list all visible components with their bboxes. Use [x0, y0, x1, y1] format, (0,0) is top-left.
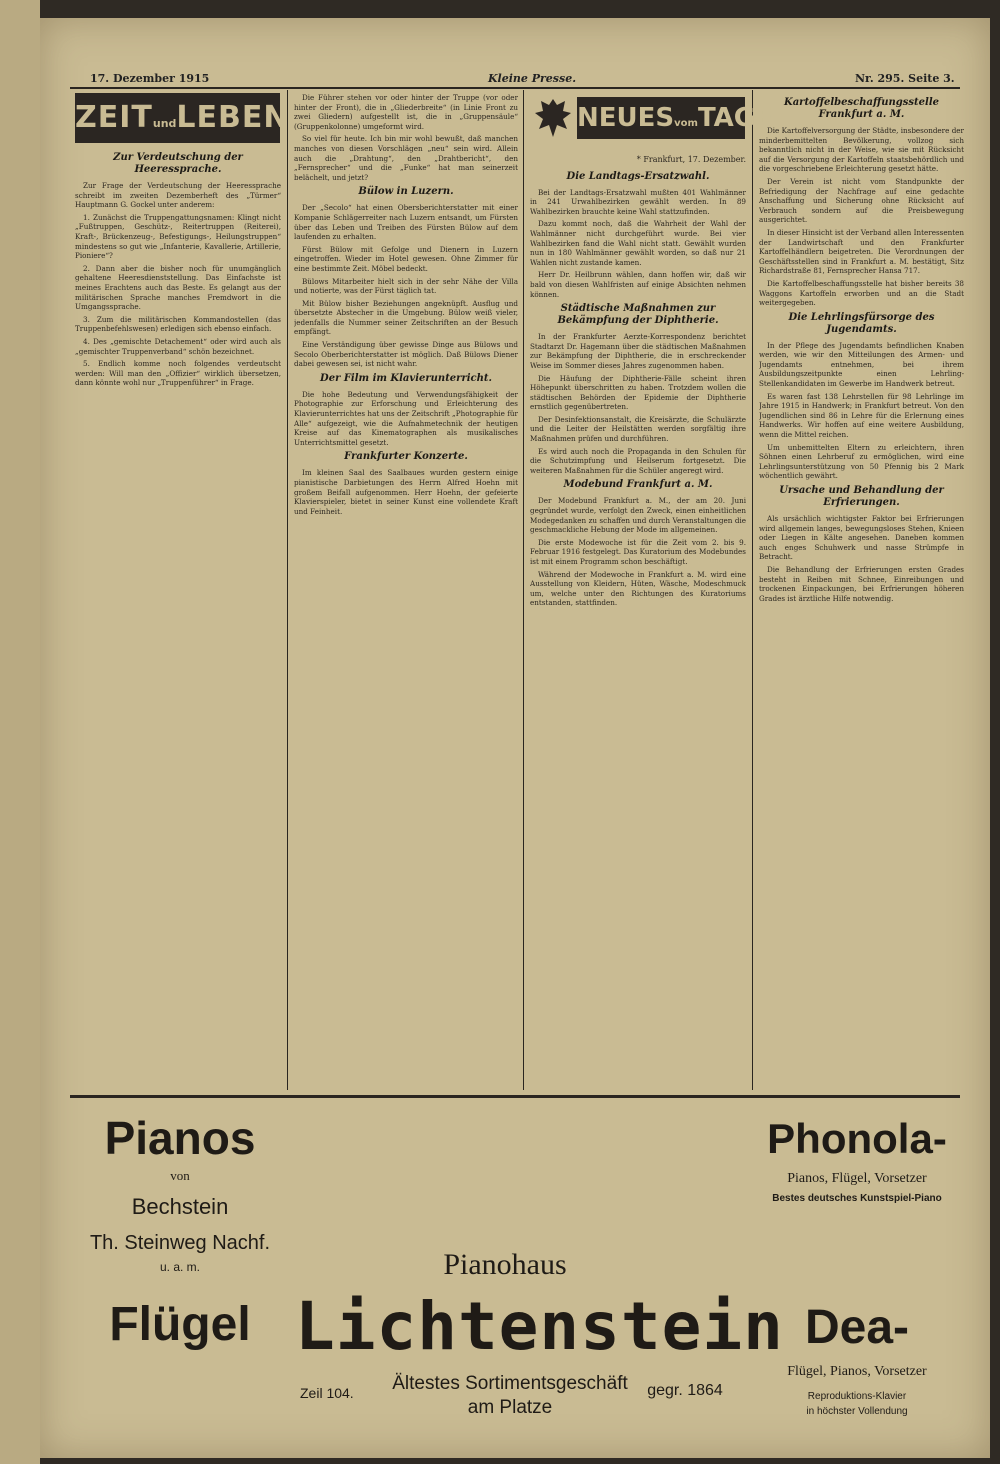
article-paragraph: So viel für heute. Ich bin mir wohl bewußt, daß manchen manches von diesen Vorschlägen „neu“ sein wird. Allein auch die „Drahtung“, den „Drahtbericht“, den „Fernsprecher“ und die „Funke“ hat man seinerzeit belächelt, und jetzt?: [294, 134, 518, 182]
article-paragraph: Die erste Modewoche ist für die Zeit vom 2. bis 9. Februar 1916 festgelegt. Das Kuratorium des Modebundes ist mit einem Programm schon beschäftigt.: [530, 537, 746, 566]
article-paragraph: Mit Bülow bisher Beziehungen angeknüpft. Ausflug und übersetzte Abstecher in die Umgebung. Bülow weiß vieler, jedenfalls die Nummer seiner Zeitschriften an der Besuch empfängt.: [294, 298, 518, 337]
article-paragraph: Der „Secolo“ hat einen Obersberichterstatter mit einer Kompanie Schlägerreiter nach Luzern entsandt, um Fürsten über das Leben und Treiben des Fürsten Bülow auf dem laufenden zu erhalten.: [294, 203, 518, 242]
section-title: Zur Verdeutschung der Heeressprache.: [113, 152, 243, 175]
article-paragraph: Während der Modewoche in Frankfurt a. M. wird eine Ausstellung von Kleidern, Hüten, Wäsche, Modeschmuck um, welche unter den Richtungen des Kuratoriums entstanden, stattfinden.: [530, 569, 746, 608]
header-date: 17. Dezember 1915: [90, 72, 210, 85]
article-paragraph: Die Kartoffelversorgung der Städte, insbesondere der minderbemittelten Bevölkerung, vollzog sich bekanntlich nicht in der Weise, wie sie mit Rücksicht auf die Versorgung der Kartoffeln staatsbehördlich und die vorgeschriebene Erleichterung gesetzt hätte.: [759, 126, 964, 174]
section-title: Die Landtags-Ersatzwahl.: [566, 170, 710, 182]
header-paper-name: Kleine Presse.: [488, 72, 577, 85]
ad-phonola: [752, 1110, 962, 1208]
ad-text: in höchster Vollendung: [806, 1406, 908, 1417]
column-rule: [523, 90, 524, 1090]
ad-text: Reproduktions-Klavier: [807, 1391, 907, 1402]
article-paragraph: Dazu kommt noch, daß die Wahrheit der Wahl der Wahlmänner nicht durchgeführt wurde. Bei vier Wahlbezirken fand die Wahl nicht statt. Gewählt wurden nun in 180 Wahlmänner gewählt worden, so daß nur 21 Wahlen nicht zustande kamen.: [530, 219, 746, 267]
section-title: Bülow in Luzern.: [358, 186, 454, 198]
article-paragraph: Als ursächlich wichtigster Faktor bei Erfrierungen wird allgemein langes, bewegungsloses Stehen, Knieen oder Liegen in Kälte angesehen. Daneben kommen auch enges Schuhwerk und nasse Strümpfe in Betracht.: [759, 514, 964, 562]
article-paragraph: Der Modebund Frankfurt a. M., der am 20. Juni gegründet wurde, verfolgt den Zweck, einen einheitlichen Modegedanken zu schaffen und durch Veranstaltungen die geschmackliche Hebung der Mode im allgemeinen.: [530, 496, 746, 535]
column-rule: [752, 90, 753, 1090]
masthead-neues-vom-tage: NEUESvomTAGE: [577, 97, 745, 139]
article-paragraph: Eine Verständigung über gewisse Dinge aus Bülows und Secolo Oberberichterstatter ist möglich. Daß Bülows Diener dabei gewesen sei, ist nicht wahr.: [294, 340, 518, 369]
ad-lichtenstein: [295, 1245, 784, 1369]
article-paragraph: Bülows Mitarbeiter hielt sich in der sehr Nähe der Villa und notierte, was der Fürst täglich tat.: [294, 276, 518, 296]
ad-tagline: Bestes deutsches Kunstspiel-Piano: [772, 1193, 942, 1204]
article-paragraph: 3. Zum die militärischen Kommandostellen (das Truppenbefehlswesen) erledigen sich ebenso einfach.: [75, 314, 281, 334]
article-paragraph: Fürst Bülow mit Gefolge und Dienern in Luzern eingetroffen. Wieder im Hotel gewesen. Ohne Zimmer für eine bestimmte Zeit. Möbel bedeckt.: [294, 244, 518, 273]
dateline: * Frankfurt, 17. Dezember.: [636, 155, 746, 164]
ad-name: Lichtenstein: [295, 1288, 784, 1365]
ad-slogan: Ältestes Sortimentsgeschäft am Platze: [392, 1373, 628, 1418]
adjacent-page-edge: [0, 0, 40, 1464]
ad-sub: Pianos, Flügel, Vorsetzer: [787, 1171, 927, 1186]
article-paragraph: In der Frankfurter Aerzte-Korrespondenz berichtet Stadtarzt Dr. Hagemann über die städtischen Maßnahmen zur Bekämpfung der Diphtherie, die in erschreckender Weise im Sommer dieses Jahres zugenommen haben.: [530, 332, 746, 370]
article-paragraph: Die Häufung der Diphtherie-Fälle scheint ihren Höhepunkt überschritten zu haben. Trotzdem wollen die städtischen Behörden der Epidemie der Diphtherie ernstlich gegenübertreten.: [530, 373, 746, 412]
ad-address: Zeil 104.: [300, 1385, 354, 1401]
article-paragraph: Im kleinen Saal des Saalbaues wurden gestern einige pianistische Darbietungen des Herrn Alfred Hoehn mit großem Beifall aufgenommen. Herr Hoehn, der gefeierte Klavierspieler, bietet in seiner Kunst eine vollendete Kraft und Feinheit.: [294, 468, 518, 516]
section-title: Die Lehrlingsfürsorge des Jugendamts.: [788, 311, 935, 335]
article-paragraph: 2. Dann aber die bisher noch für unumgänglich gehaltene Heeresdienststellung. Das Einfachste ist meines Erachtens auch das Beste. Es gelangt aus der militärischen Sprache manches Fremdwort in die Umgangssprache.: [75, 263, 281, 312]
header-rule: [70, 87, 960, 89]
article-paragraph: Bei der Landtags-Ersatzwahl mußten 401 Wahlmänner in 241 Urwahlbezirken gewählt werden. In 89 Wahlbezirken brauchte keine Wahl stattzufinden.: [530, 187, 746, 216]
ad-product: Flügel: [109, 1298, 251, 1351]
article-paragraph: Die hohe Bedeutung und Verwendungsfähigkeit der Photographie zur Erforschung und Erleichterung des Klavierunterrichtes hat uns der Zeitschrift „Photographie für Alle“ aufgezeigt, wie die Aufnahmetechnik der heutigen Kreise auf das Kinematographen als musikalisches Unterrichtsmittel gesetzt.: [294, 389, 518, 447]
ad-pianos-left: [75, 1110, 285, 1360]
article-paragraph: In dieser Hinsicht ist der Verband allen Interessenten der Landwirtschaft und den Frankfurter Kartoffelhändlern beigetreten. Die Verordnungen der Geschäftsstellen sind in Frankfurt a. M. bestätigt, Sitz Richardstraße 81, Fernsprecher Hansa 717.: [759, 227, 964, 276]
eagle-icon: [533, 95, 573, 141]
masthead-zeit-und-leben: ZEITundLEBEN: [75, 93, 280, 143]
section-title: Städtische Maßnahmen zur Bekämpfung der Diphtherie.: [557, 303, 719, 327]
ad-text: von: [170, 1168, 190, 1183]
section-title: Modebund Frankfurt a. M.: [563, 479, 713, 491]
ad-sub: Flügel, Pianos, Vorsetzer: [787, 1364, 927, 1379]
ad-rule: [70, 1095, 960, 1098]
header-issue: Nr. 295. Seite 3.: [855, 72, 955, 85]
ad-dea: [752, 1295, 962, 1419]
article-paragraph: Der Desinfektionsanstalt, die Kreisärzte, die Schulärzte und die Leiter der Heilstätten werden sorgfältig ihre Maßnahmen prüfen und durchführen.: [530, 414, 746, 444]
column-rule: [287, 90, 288, 1090]
article-paragraph: Es wird auch noch die Propaganda in den Schulen für die Schutzimpfung und Heilserum fortgesetzt. Die weiteren Maßnahmen für die Schüler angeregt wird.: [530, 446, 746, 475]
article-paragraph: Die Behandlung der Erfrierungen ersten Grades besteht in Reiben mit Schnee, Einreibungen und trockenen Einpackungen, bei Erfrierungen höheren Grades ist ärztliche Hilfe notwendig.: [759, 564, 964, 603]
ad-text: u. a. m.: [159, 1260, 200, 1274]
section-title: Ursache und Behandlung der Erfrierungen.: [779, 485, 944, 508]
ad-brand: Dea-: [804, 1301, 910, 1354]
ad-pre: Pianohaus: [443, 1248, 567, 1281]
article-paragraph: Es waren fast 138 Lehrstellen für 98 Lehrlinge im Jahre 1915 in Handwerk; in Frankfurt betreut. Von den Jugendlichen sind 86 in Lehre für die Erlernung eines Handwerks. Wir hoffen auf eine weitere Ausbildung, wenn die Mittel reichen.: [759, 391, 964, 440]
section-title: Kartoffelbeschaffungsstelle Frankfurt a. M.: [784, 97, 939, 120]
article-paragraph: Der Verein ist nicht vom Standpunkte der Befriedigung der Nachfrage auf eine gedachte Anschaffung und Sicherung ohne Rücksicht auf Verbrauch sondern auf die Preisbewegung ausgerichtet.: [759, 176, 964, 225]
ad-maker: Bechstein: [131, 1194, 229, 1219]
article-paragraph: 4. Des „gemischte Detachement“ oder wird auch als „gemischter Truppenverband“ schön bezeichnet.: [75, 336, 281, 356]
column-2: [294, 93, 518, 1088]
ad-brand: Pianos: [104, 1112, 256, 1164]
article-paragraph: Die Kartoffelbeschaffungsstelle hat bisher bereits 38 Waggons Kartoffeln erworben und an die Stadt weitergegeben.: [759, 278, 964, 308]
section-title: Der Film im Klavierunterricht.: [320, 372, 492, 384]
article-paragraph: Die Führer stehen vor oder hinter der Truppe (vor oder hinter der Front), die in „Gliederbreite“ (in Linie Front zu zwei Gliedern) aufgestellt ist, die in „Gruppensäule“ (Gruppenkolonne) umgeformt wird.: [294, 93, 518, 131]
section-title: Frankfurter Konzerte.: [344, 451, 468, 463]
article-paragraph: In der Pflege des Jugendamts befindlichen Knaben werden, wie wir den Mitteilungen des Armen- und Jugendamts entnehmen, bei ihrem Ausbildungszeitpunkte einen Lehrling-Stellenkandidaten im Gewerbe im Handwerk betreut.: [759, 340, 964, 389]
ad-maker: Th. Steinweg Nachf.: [89, 1232, 271, 1254]
article-paragraph: 1. Zunächst die Truppengattungsnamen: Klingt nicht „Fußtruppen, Geschütz-, Reitertruppen (Reiterei), Kraft-, Brückenzeug-, Befestigungs-, Heilungstruppen“ mindestens so gut wie „Infanterie, Kavallerie, Artillerie, Pioniere“?: [75, 212, 281, 261]
article-paragraph: 5. Endlich komme noch folgendes verdeutscht werden: Will man den „Offizier“ wirklich übersetzen, dann könnte wohl nur „Truppenführer“ in Frage.: [75, 359, 281, 388]
column-4: [759, 93, 964, 1088]
ad-founded: gegr. 1864: [647, 1382, 723, 1399]
column-3: [530, 155, 746, 1088]
article-intro: Zur Frage der Verdeutschung der Heeressprache schreibt im zweiten Dezemberheft des „Türmer“ Hauptmann G. Gockel unter anderem:: [75, 181, 281, 210]
article-paragraph: Herr Dr. Heilbrunn wählen, dann hoffen wir, daß wir bald von diesen Wahlfristen auf einige Absichten nehmen können.: [530, 270, 746, 299]
ad-brand: Phonola-: [767, 1115, 947, 1162]
column-1: [75, 148, 281, 1088]
article-paragraph: Um unbemittelten Eltern zu erleichtern, ihren Söhnen einen Lehrberuf zu ermöglichen, wird eine Lehrlingsunterstützung von 50 Pfennig bis 2 Mark wöchentlich gewährt.: [759, 442, 964, 481]
